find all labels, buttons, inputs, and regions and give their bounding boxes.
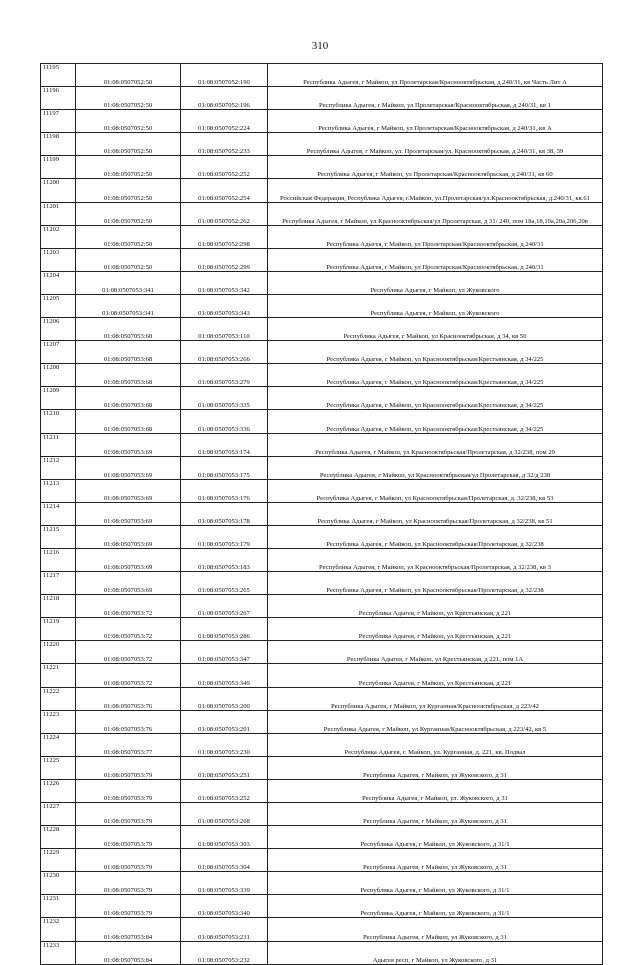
- row-number-cell: 11229: [41, 849, 76, 872]
- quarter-cell: 01:08:0507053:79: [76, 849, 181, 872]
- cadastral-number-cell: 01:08:0507052:196: [181, 87, 268, 110]
- cadastral-number-cell: 01:08:0507053:340: [181, 895, 268, 918]
- address-cell: Республика Адыгея, г Майкоп, ул Пролетарская/Краснооктябрьская, д 240/31, кв А: [268, 110, 603, 133]
- quarter-cell: 01:08:0507053:69: [76, 502, 181, 525]
- cadastral-number-cell: 01:08:0507053:179: [181, 525, 268, 548]
- address-cell: Республика Адыгея, г Майкоп, ул Краснооктябрьская/ул Пролетарская, д 32/д 238: [268, 456, 603, 479]
- cadastral-number-cell: 01:08:0507053:230: [181, 733, 268, 756]
- row-number-cell: 11211: [41, 433, 76, 456]
- quarter-cell: 01:08:0507053:76: [76, 710, 181, 733]
- table-row: [41, 110, 603, 133]
- table-row: [41, 502, 603, 525]
- row-number-cell: 11203: [41, 248, 76, 271]
- cadastral-number-cell: 01:08:0507053:175: [181, 456, 268, 479]
- cadastral-number-cell: 01:08:0507053:342: [181, 271, 268, 294]
- quarter-cell: 01:08:0507053:69: [76, 572, 181, 595]
- address-cell: Республика Адыгея, г Майкоп, ул Жуковского: [268, 294, 603, 317]
- cadastral-number-cell: 01:08:0507053:174: [181, 433, 268, 456]
- row-number-cell: 11205: [41, 294, 76, 317]
- address-cell: Адыгея респ, г Майкоп, ул Жуковского, д 31: [268, 941, 603, 964]
- registry-table: [40, 63, 603, 965]
- row-number-cell: 11216: [41, 548, 76, 571]
- cadastral-number-cell: 01:08:0507053:335: [181, 387, 268, 410]
- table-row: [41, 133, 603, 156]
- table-row: [41, 225, 603, 248]
- table-row: [41, 733, 603, 756]
- quarter-cell: 01:08:0507053:69: [76, 479, 181, 502]
- row-number-cell: 11208: [41, 364, 76, 387]
- quarter-cell: 01:08:0507053:69: [76, 548, 181, 571]
- address-cell: Республика Адыгея, г Майкоп, ул Жуковского, д 31: [268, 756, 603, 779]
- address-cell: Республика Адыгея, г. Майкоп, ул. Курганная, д. 221, кв. Подвал: [268, 733, 603, 756]
- table-row: [41, 364, 603, 387]
- row-number-cell: 11214: [41, 502, 76, 525]
- address-cell: Республика Адыгея, г Майкоп, ул Краснооктябрьская/Пролетарская, д 32/238: [268, 572, 603, 595]
- table-row: [41, 849, 603, 872]
- cadastral-number-cell: 01:08:0507053:176: [181, 479, 268, 502]
- cadastral-number-cell: 01:08:0507053:201: [181, 710, 268, 733]
- quarter-cell: 01:08:0507053:69: [76, 456, 181, 479]
- address-cell: Республика Адыгея, г Майкоп, ул Жуковского, д 31/1: [268, 895, 603, 918]
- address-cell: Республика Адыгея, г Майкоп, ул Жуковского, д 31/1: [268, 826, 603, 849]
- cadastral-number-cell: 01:08:0507053:279: [181, 364, 268, 387]
- row-number-cell: 11212: [41, 456, 76, 479]
- address-cell: Республика Адыгея, г Майкоп, ул. Пролетарская/ул. Краснооктябрьская, д 240/31, кв 38, 39: [268, 133, 603, 156]
- table-row: [41, 595, 603, 618]
- page-number: 310: [311, 40, 329, 52]
- cadastral-number-cell: 01:08:0507053:232: [181, 941, 268, 964]
- cadastral-number-cell: 01:08:0507052:190: [181, 64, 268, 87]
- cadastral-number-cell: 01:08:0507053:343: [181, 294, 268, 317]
- cadastral-number-cell: 01:08:0507053:349: [181, 664, 268, 687]
- address-cell: Республика Адыгея, г Майкоп, ул Краснооктябрьская/Пролетарская, д. 32/238, кв 53: [268, 479, 603, 502]
- quarter-cell: 01:08:0507053:84: [76, 918, 181, 941]
- cadastral-number-cell: 01:08:0507052:262: [181, 202, 268, 225]
- address-cell: Республика Адыгея, г Майкоп, ул Краснооктябрьская/Крестьянская, д 34/225: [268, 341, 603, 364]
- address-cell: Республика Адыгея, г Майкоп, ул Краснооктябрьская/Пролетарская, д 32/238, кв 51: [268, 502, 603, 525]
- table-row: [41, 410, 603, 433]
- quarter-cell: 01:08:0507053:79: [76, 779, 181, 802]
- quarter-cell: 01:08:0507052:50: [76, 179, 181, 202]
- quarter-cell: 01:08:0507052:50: [76, 156, 181, 179]
- cadastral-number-cell: 01:08:0507053:339: [181, 872, 268, 895]
- cadastral-number-cell: 01:08:0507052:299: [181, 248, 268, 271]
- quarter-cell: 01:08:0507053:68: [76, 341, 181, 364]
- row-number-cell: 11207: [41, 341, 76, 364]
- row-number-cell: 11197: [41, 110, 76, 133]
- table-row: [41, 64, 603, 87]
- cadastral-number-cell: 01:08:0507053:110: [181, 318, 268, 341]
- table-row: [41, 548, 603, 571]
- address-cell: Республика Адыгея, г Майкоп, ул Пролетарская/Краснооктябрьская, д 240/31, кв 60: [268, 156, 603, 179]
- cadastral-number-cell: 01:08:0507052:254: [181, 179, 268, 202]
- table-row: [41, 895, 603, 918]
- row-number-cell: 11199: [41, 156, 76, 179]
- quarter-cell: 01:08:0507053:76: [76, 687, 181, 710]
- quarter-cell: 01:08:0507053:72: [76, 641, 181, 664]
- quarter-cell: 01:08:0507053:341: [76, 294, 181, 317]
- row-number-cell: 11218: [41, 595, 76, 618]
- cadastral-number-cell: 01:08:0507053:268: [181, 803, 268, 826]
- address-cell: Республика Адыгея, г Майкоп, ул Жуковского: [268, 271, 603, 294]
- row-number-cell: 11221: [41, 664, 76, 687]
- quarter-cell: 01:08:0507053:84: [76, 941, 181, 964]
- table-row: [41, 872, 603, 895]
- address-cell: Республика Адыгея, г Майкоп, ул. Жуковского, д 31: [268, 779, 603, 802]
- quarter-cell: 01:08:0507053:72: [76, 618, 181, 641]
- row-number-cell: 11210: [41, 410, 76, 433]
- table-row: [41, 572, 603, 595]
- quarter-cell: 01:08:0507053:68: [76, 387, 181, 410]
- row-number-cell: 11225: [41, 756, 76, 779]
- cadastral-number-cell: 01:08:0507053:303: [181, 826, 268, 849]
- row-number-cell: 11195: [41, 64, 76, 87]
- cadastral-number-cell: 01:08:0507053:336: [181, 410, 268, 433]
- row-number-cell: 11222: [41, 687, 76, 710]
- address-cell: Республика Адыгея, г Майкоп, ул Краснооктябрьская/ул Пролетарская, д 31/ 240, пом 18а,18,19а,20а,206,20в: [268, 202, 603, 225]
- table-row: [41, 525, 603, 548]
- table-row: [41, 826, 603, 849]
- address-cell: Республика Адыгея, г Майкоп, ул Пролетарская/Краснооктябрьская, д 240/31: [268, 248, 603, 271]
- table-row: [41, 941, 603, 964]
- address-cell: Республика Адыгея, г Майкоп, ул Жуковского, д 31: [268, 918, 603, 941]
- quarter-cell: 01:08:0507052:50: [76, 225, 181, 248]
- cadastral-number-cell: 01:08:0507053:200: [181, 687, 268, 710]
- address-cell: Республика Адыгея, г Майкоп, ул Краснооктябрьская/Крестьянская, д 34/225: [268, 364, 603, 387]
- table-row: [41, 433, 603, 456]
- row-number-cell: 11198: [41, 133, 76, 156]
- cadastral-number-cell: 01:08:0507052:224: [181, 110, 268, 133]
- address-cell: Республика Адыгея, г Майкоп, ул Крестьянская, д 221, пом 1А: [268, 641, 603, 664]
- row-number-cell: 11209: [41, 387, 76, 410]
- quarter-cell: 01:08:0507053:341: [76, 271, 181, 294]
- quarter-cell: 01:08:0507053:72: [76, 664, 181, 687]
- table-row: [41, 294, 603, 317]
- quarter-cell: 01:08:0507053:79: [76, 803, 181, 826]
- row-number-cell: 11217: [41, 572, 76, 595]
- quarter-cell: 01:08:0507052:50: [76, 110, 181, 133]
- row-number-cell: 11202: [41, 225, 76, 248]
- quarter-cell: 01:08:0507053:79: [76, 756, 181, 779]
- row-number-cell: 11227: [41, 803, 76, 826]
- cadastral-number-cell: 01:08:0507053:231: [181, 918, 268, 941]
- table-row: [41, 156, 603, 179]
- address-cell: Республика Адыгея, г Майкоп, ул Крестьянская, д 221: [268, 595, 603, 618]
- table-row: [41, 779, 603, 802]
- row-number-cell: 11224: [41, 733, 76, 756]
- quarter-cell: 01:08:0507053:68: [76, 364, 181, 387]
- table-row: [41, 202, 603, 225]
- cadastral-number-cell: 01:08:0507053:178: [181, 502, 268, 525]
- table-row: [41, 87, 603, 110]
- table-row: [41, 756, 603, 779]
- quarter-cell: 01:08:0507052:50: [76, 87, 181, 110]
- address-cell: Республика Адыгея, г Майкоп, ул Краснооктябрьская/Пролетарская, д 32/238: [268, 525, 603, 548]
- address-cell: Республика Адыгея, г Майкоп, ул Краснооктябрьская/Крестьянская, д 34/225: [268, 387, 603, 410]
- row-number-cell: 11196: [41, 87, 76, 110]
- table-row: [41, 456, 603, 479]
- quarter-cell: 01:08:0507052:50: [76, 248, 181, 271]
- table-row: [41, 687, 603, 710]
- table-row: [41, 248, 603, 271]
- address-cell: Республика Адыгея, г Майкоп, ул Краснооктябрьская/Крестьянская, д 34/225: [268, 410, 603, 433]
- address-cell: Республика Адыгея, г Майкоп, ул Пролетарская/Краснооктябрьская, д 240/31, кв Часть Лит А: [268, 64, 603, 87]
- table-row: [41, 641, 603, 664]
- cadastral-number-cell: 01:08:0507052:298: [181, 225, 268, 248]
- row-number-cell: 11213: [41, 479, 76, 502]
- table-row: [41, 387, 603, 410]
- row-number-cell: 11232: [41, 918, 76, 941]
- table-row: [41, 664, 603, 687]
- cadastral-number-cell: 01:08:0507053:265: [181, 572, 268, 595]
- address-cell: Республика Адыгея, г Майкоп, ул Жуковского, д 31/1: [268, 872, 603, 895]
- row-number-cell: 11201: [41, 202, 76, 225]
- table-row: [41, 803, 603, 826]
- row-number-cell: 11215: [41, 525, 76, 548]
- address-cell: Республика Адыгея, г Майкоп, ул Курганная/Краснооктябрьская, д 223/42: [268, 687, 603, 710]
- row-number-cell: 11204: [41, 271, 76, 294]
- cadastral-number-cell: 01:08:0507053:286: [181, 618, 268, 641]
- address-cell: Республика Адыгея, г Майкоп, ул Краснооктябрьская/Пролетарская, д 32/238, пом 29: [268, 433, 603, 456]
- row-number-cell: 11223: [41, 710, 76, 733]
- quarter-cell: 01:08:0507053:69: [76, 433, 181, 456]
- quarter-cell: 01:08:0507053:79: [76, 895, 181, 918]
- cadastral-number-cell: 01:08:0507053:266: [181, 341, 268, 364]
- cadastral-number-cell: 01:08:0507053:252: [181, 779, 268, 802]
- table-row: [41, 618, 603, 641]
- quarter-cell: 01:08:0507053:77: [76, 733, 181, 756]
- table-row: [41, 479, 603, 502]
- address-cell: Республика Адыгея, г Майкоп, ул Курганная/Краснооктябрьская, д 223/42, кв 5: [268, 710, 603, 733]
- cadastral-number-cell: 01:08:0507053:304: [181, 849, 268, 872]
- registry-table-body: [41, 64, 603, 965]
- table-row: [41, 710, 603, 733]
- row-number-cell: 11220: [41, 641, 76, 664]
- quarter-cell: 01:08:0507053:79: [76, 872, 181, 895]
- quarter-cell: 01:08:0507053:68: [76, 410, 181, 433]
- address-cell: Республика Адыгея, г Майкоп, ул Краснооктябрьская/Пролетарская, д 32/238, кв 3: [268, 548, 603, 571]
- row-number-cell: 11219: [41, 618, 76, 641]
- quarter-cell: 01:08:0507052:50: [76, 64, 181, 87]
- row-number-cell: 11200: [41, 179, 76, 202]
- address-cell: Республика Адыгея, г Майкоп, ул Пролетарская/Краснооктябрьская, д 240/31, кв 1: [268, 87, 603, 110]
- address-cell: Республика Адыгея, г Майкоп, ул Крестьянская, д 221: [268, 664, 603, 687]
- table-row: [41, 179, 603, 202]
- quarter-cell: 01:08:0507052:50: [76, 202, 181, 225]
- address-cell: Республика Адыгея, г Майкоп, ул Жуковского, д 31: [268, 849, 603, 872]
- cadastral-number-cell: 01:08:0507052:233: [181, 133, 268, 156]
- address-cell: Российская Федерация, Республика Адыгея, г.Майкоп, ул.Пролетарская/ул.Краснооктябрьская, д.240/31, кв.61: [268, 179, 603, 202]
- cadastral-number-cell: 01:08:0507053:347: [181, 641, 268, 664]
- quarter-cell: 01:08:0507053:69: [76, 525, 181, 548]
- address-cell: Республика Адыгея, г Майкоп, ул Жуковского, д 31: [268, 803, 603, 826]
- row-number-cell: 11226: [41, 779, 76, 802]
- quarter-cell: 01:08:0507053:68: [76, 318, 181, 341]
- quarter-cell: 01:08:0507053:79: [76, 826, 181, 849]
- row-number-cell: 11230: [41, 872, 76, 895]
- address-cell: Республика Адыгея, г Майкоп, ул Крестьянская, д 221: [268, 618, 603, 641]
- table-row: [41, 318, 603, 341]
- quarter-cell: 01:08:0507052:50: [76, 133, 181, 156]
- table-row: [41, 271, 603, 294]
- cadastral-number-cell: 01:08:0507053:183: [181, 548, 268, 571]
- cadastral-number-cell: 01:08:0507052:252: [181, 156, 268, 179]
- row-number-cell: 11206: [41, 318, 76, 341]
- table-row: [41, 918, 603, 941]
- address-cell: Республика Адыгея, г Майкоп, ул Пролетарская/Краснооктябрьская, д 240/31: [268, 225, 603, 248]
- quarter-cell: 01:08:0507053:72: [76, 595, 181, 618]
- row-number-cell: 11228: [41, 826, 76, 849]
- address-cell: Республика Адыгея, г Майкоп, ул Краснооктябрьская, д 34, кв 50: [268, 318, 603, 341]
- table-row: [41, 341, 603, 364]
- row-number-cell: 11231: [41, 895, 76, 918]
- cadastral-number-cell: 01:08:0507053:267: [181, 595, 268, 618]
- row-number-cell: 11233: [41, 941, 76, 964]
- cadastral-number-cell: 01:08:0507053:251: [181, 756, 268, 779]
